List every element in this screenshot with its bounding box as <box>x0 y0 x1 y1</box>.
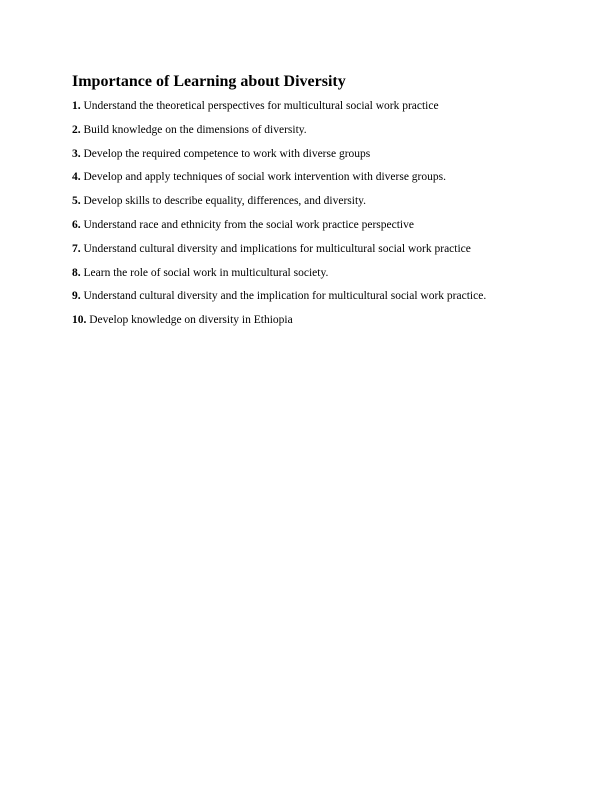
item-text: Build knowledge on the dimensions of diversity. <box>83 123 307 136</box>
item-text: Develop the required competence to work with diverse groups <box>83 147 371 160</box>
list-item <box>72 313 552 337</box>
list-item <box>72 147 552 171</box>
item-text: Learn the role of social work in multicultural society. <box>83 266 329 279</box>
item-text: Develop skills to describe equality, differences, and diversity. <box>83 195 367 208</box>
item-text: Understand cultural diversity and implications for multicultural social work practice <box>83 242 471 255</box>
item-text: Understand race and ethnicity from the social work practice perspective <box>83 218 414 231</box>
item-number: 3. <box>72 147 81 160</box>
list-item <box>72 170 552 194</box>
item-number: 10. <box>72 314 87 327</box>
list-item <box>72 99 552 123</box>
item-number: 6. <box>72 218 81 231</box>
item-number: 9. <box>72 290 81 303</box>
list-item <box>72 123 552 147</box>
item-number: 1. <box>72 100 81 112</box>
section-heading: Importance of Learning about Diversity <box>72 73 346 90</box>
list-item <box>72 242 552 266</box>
item-text: Develop and apply techniques of social work intervention with diverse groups. <box>83 171 446 184</box>
item-number: 5. <box>72 195 81 208</box>
item-text: Understand cultural diversity and the implication for multicultural social work practice. <box>83 290 487 303</box>
list-item <box>72 218 552 242</box>
item-number: 4. <box>72 171 81 184</box>
item-number: 7. <box>72 242 81 255</box>
list-item <box>72 266 552 290</box>
objectives-list <box>72 99 552 337</box>
item-text: Understand the theoretical perspectives for multicultural social work practice <box>83 100 439 112</box>
item-number: 2. <box>72 123 81 136</box>
list-item <box>72 289 552 313</box>
item-text: Develop knowledge on diversity in Ethiopia <box>89 314 293 327</box>
item-number: 8. <box>72 266 81 279</box>
list-item <box>72 194 552 218</box>
